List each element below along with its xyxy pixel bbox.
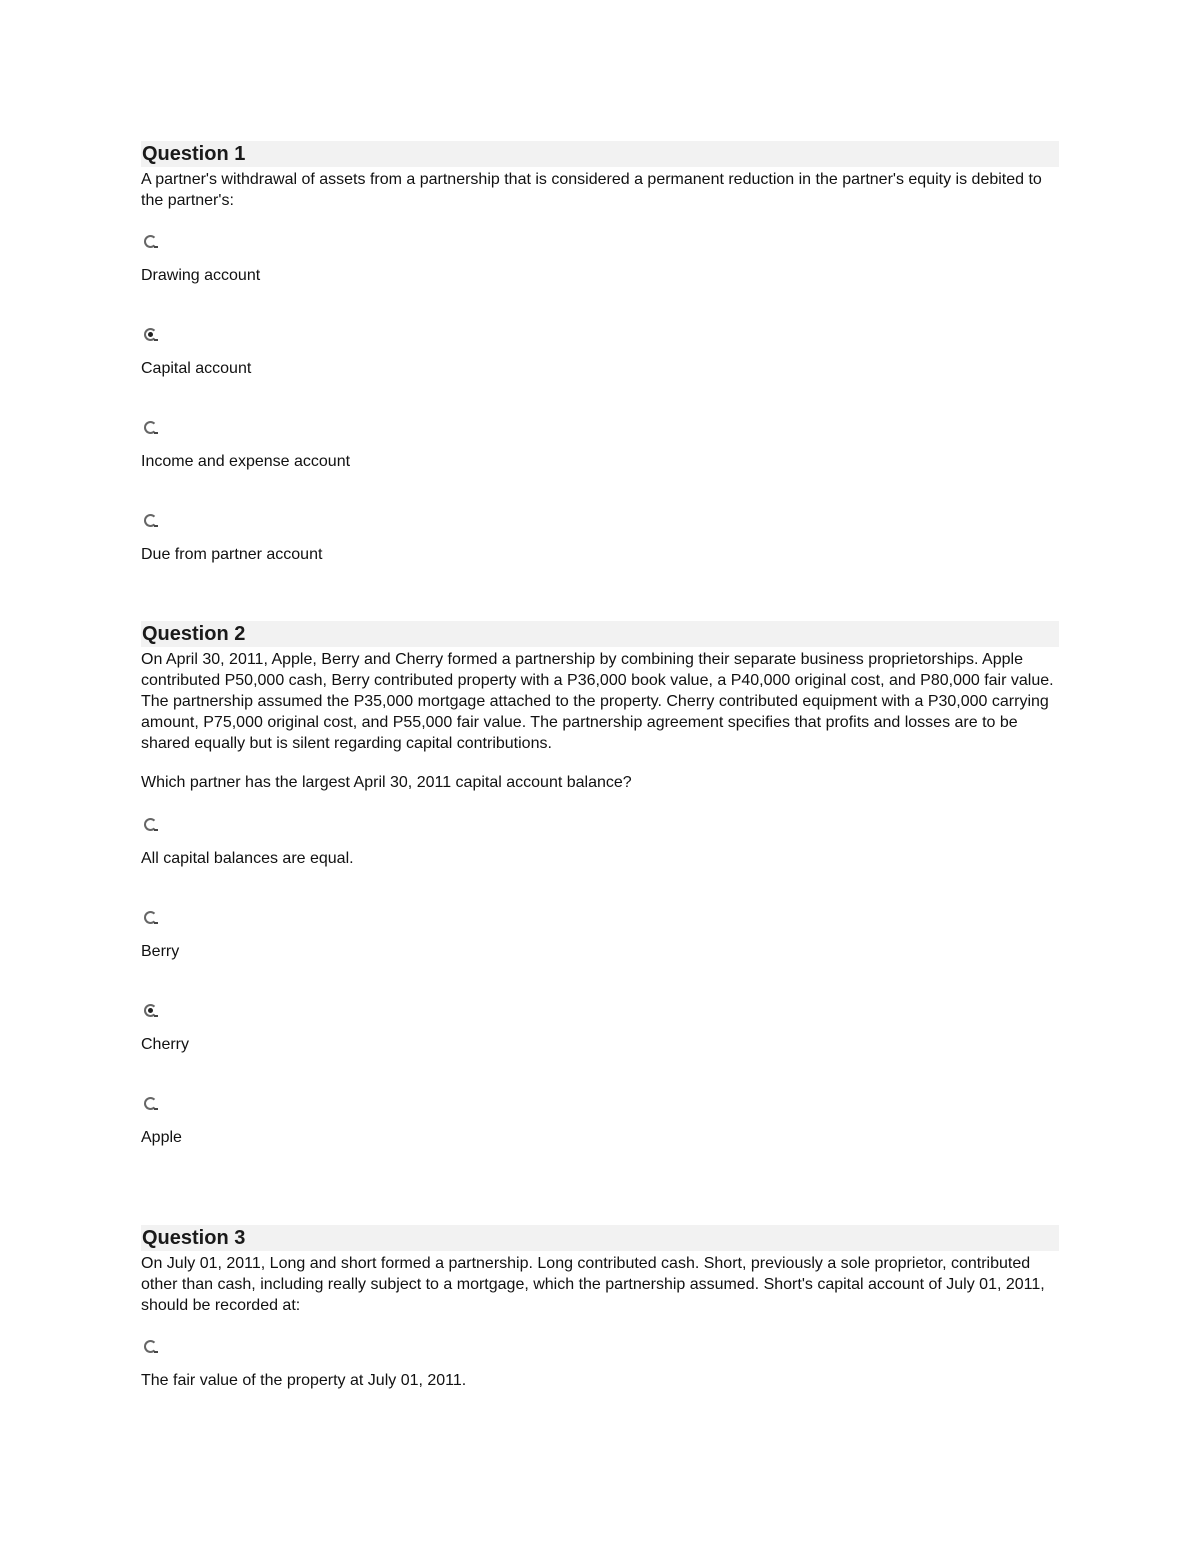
question-text: On April 30, 2011, Apple, Berry and Cherry formed a partnership by combining their separate business proprietorships. Apple contributed P50,000 cash, Berry contributed property with a P36,000 book value, a P40,000 original cost, and P80,000 fair value. The partnership assumed the P35,000 mortgage attached to the property. Cherry contributed equipment with a P30,000 carrying amount, P75,000 original cost, and P55,000 fair value. The partnership agreement specifies that profits and losses are to be shared equally but is silent regarding capital contributions.: [141, 651, 1054, 752]
question-prompt: Which partner has the largest April 30, 2011 capital account balance?: [141, 774, 632, 791]
answer-options: [141, 816, 1059, 1188]
question-title: Question 2: [141, 621, 1059, 647]
answer-option[interactable]: [141, 512, 1059, 605]
answer-option[interactable]: [141, 1002, 1059, 1095]
question-text: A partner's withdrawal of assets from a partnership that is considered a permanent reduction in the partner's equity is debited to the partner's:: [141, 171, 1042, 209]
option-label[interactable]: Apple: [141, 1129, 182, 1146]
question-text: On July 01, 2011, Long and short formed a partnership. Long contributed cash. Short, previously a sole proprietor, contributed other than cash, including really subject to a mortgage, which the partnership assumed. Short's capital account of July 01, 2011, should be recorded at:: [141, 1255, 1045, 1314]
answer-option[interactable]: [141, 233, 1059, 326]
answer-option[interactable]: [141, 1338, 1059, 1431]
question-3: [141, 1225, 1059, 1431]
answer-options: [141, 1338, 1059, 1431]
question-1: [141, 141, 1059, 605]
answer-option[interactable]: [141, 909, 1059, 1002]
option-label[interactable]: Income and expense account: [141, 453, 351, 470]
option-label[interactable]: Capital account: [141, 360, 252, 377]
option-label[interactable]: All capital balances are equal.: [141, 850, 354, 867]
option-label[interactable]: Berry: [141, 943, 180, 960]
option-label[interactable]: Drawing account: [141, 267, 261, 284]
answer-option[interactable]: [141, 419, 1059, 512]
question-title: Question 1: [141, 141, 1059, 167]
option-label[interactable]: The fair value of the property at July 01, 2011.: [141, 1372, 467, 1389]
option-label[interactable]: Cherry: [141, 1036, 190, 1053]
question-title: Question 3: [141, 1225, 1059, 1251]
option-label[interactable]: Due from partner account: [141, 546, 323, 563]
answer-option[interactable]: [141, 816, 1059, 909]
answer-option[interactable]: [141, 1095, 1059, 1188]
answer-options: [141, 233, 1059, 605]
answer-option[interactable]: [141, 326, 1059, 419]
question-2: [141, 621, 1059, 1188]
